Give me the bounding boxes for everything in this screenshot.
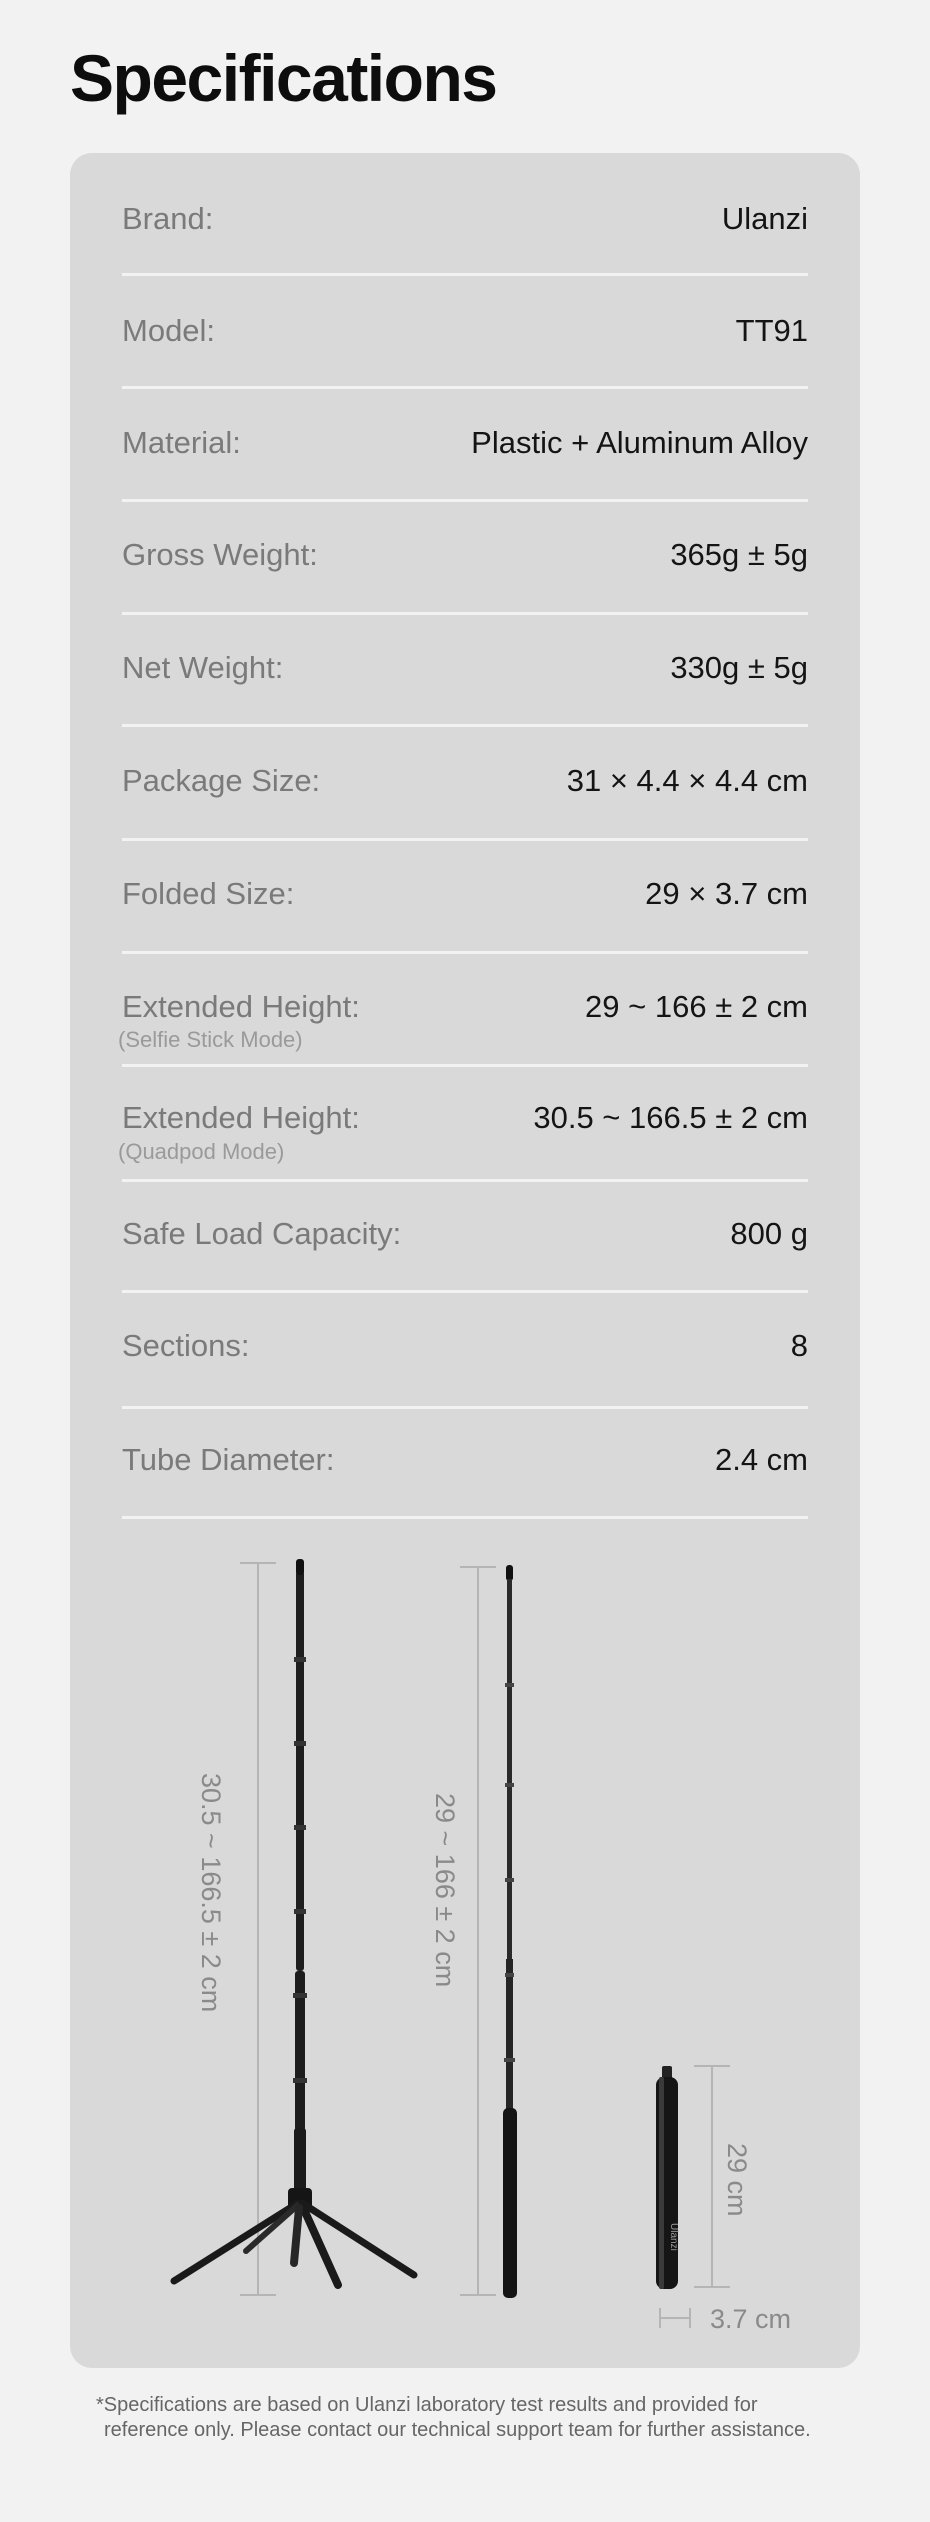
spec-value: 330g ± 5g: [670, 650, 808, 685]
spec-label: Extended Height:: [122, 1100, 360, 1135]
product-dimension-diagram: [70, 153, 860, 2368]
spec-value: 2.4 cm: [714, 1442, 808, 1477]
quadpod-height-label: 30.5 ~ 166.5 ± 2 cm: [196, 1773, 226, 2013]
spec-label: Extended Height:: [122, 989, 360, 1024]
folded-illustration: [656, 2066, 791, 2334]
page-title: Specifications: [70, 41, 497, 115]
spec-label: Folded Size:: [122, 876, 295, 911]
quadpod-illustration: [174, 155, 414, 2295]
spec-value: 29 × 3.7 cm: [645, 876, 808, 911]
spec-value: 31 × 4.4 × 4.4 cm: [566, 763, 808, 798]
spec-label: Material:: [122, 425, 241, 460]
spec-label: Sections:: [122, 1328, 250, 1363]
spec-label: Gross Weight:: [122, 537, 318, 572]
spec-value: 29 ~ 166 ± 2 cm: [585, 989, 808, 1024]
folded-diameter-label: 3.7 cm: [710, 2304, 792, 2334]
brand-mark: Ulanzi: [668, 2223, 679, 2251]
spec-sublabel: (Selfie Stick Mode): [118, 1027, 303, 1052]
spec-label: Brand:: [122, 201, 214, 236]
spec-label: Safe Load Capacity:: [122, 1216, 402, 1251]
specifications-card: [70, 153, 860, 2368]
spec-value: 30.5 ~ 166.5 ± 2 cm: [533, 1100, 808, 1135]
spec-value: 8: [790, 1328, 808, 1363]
spec-label: Model:: [122, 313, 216, 348]
disclaimer-footnote: [96, 2393, 886, 2443]
spec-label: Package Size:: [122, 763, 321, 798]
spec-sublabel: (Quadpod Mode): [118, 1139, 285, 1164]
spec-value: 365g ± 5g: [670, 537, 808, 572]
footnote-line-2: reference only. Please contact our technical support team for further assistance.: [104, 2419, 811, 2441]
footnote-line-1: *Specifications are based on Ulanzi laboratory test results and provided for: [96, 2394, 758, 2416]
stick-height-label: 29 ~ 166 ± 2 cm: [430, 1793, 460, 1988]
spec-label: Tube Diameter:: [122, 1442, 335, 1477]
spec-value: Plastic + Aluminum Alloy: [471, 425, 808, 460]
spec-label: Net Weight:: [122, 650, 284, 685]
spec-value: Ulanzi: [721, 201, 808, 236]
spec-value: TT91: [735, 313, 808, 348]
spec-value: 800 g: [730, 1216, 808, 1251]
selfie-stick-illustration: [430, 1565, 517, 2298]
folded-length-label: 29 cm: [722, 2143, 752, 2217]
